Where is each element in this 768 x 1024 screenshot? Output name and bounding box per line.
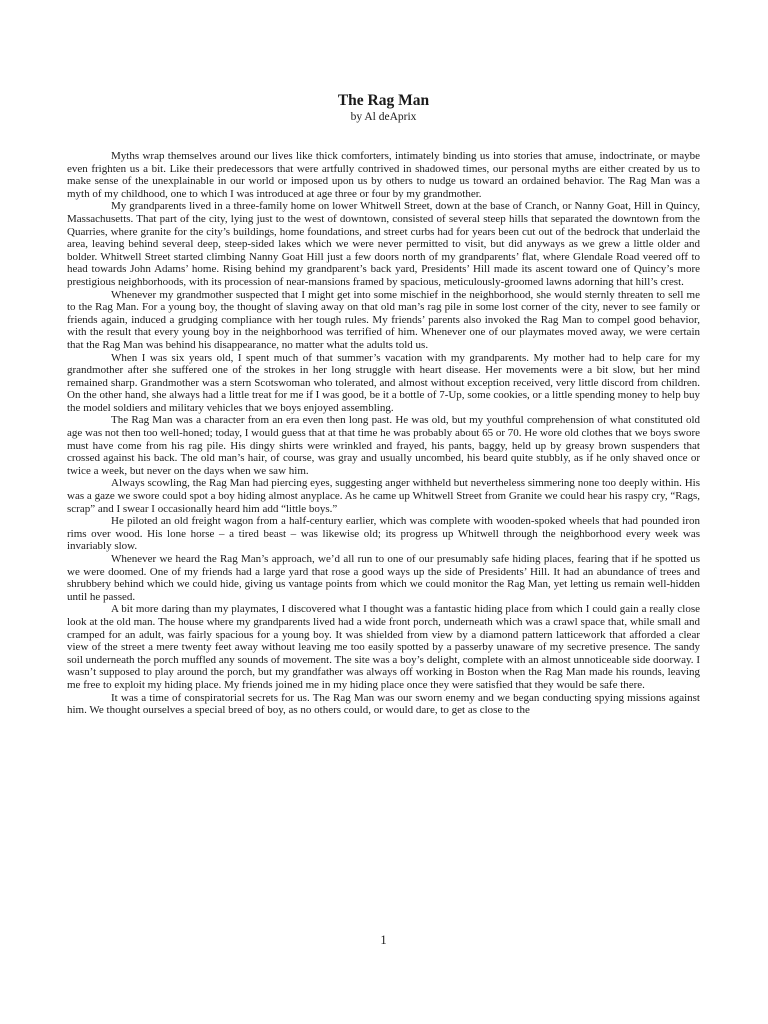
document-page [67,0,700,1024]
author-byline: by Al deAprix [350,111,417,123]
paragraph: My grandparents lived in a three-family home on lower Whitwell Street, down at the base of Cranch, or Nanny Goat, Hill in Quincy, Massachusetts. That part of the city, lying just to the west of downtown, consisted of several steep hills that separated the downtown from the Quarries, where granite for the city’s buildings, home foundations, and street curbs had for years been cut out of the bedrock that underlaid the area, leaving behind several deep, steep-sided lakes which we were never permitted to visit, but did anyways as we grew a little older and bolder. Whitwell Street started climbing Nanny Goat Hill just a few doors north of my grandparents’ flat, where Glendale Road veered off to head towards John Adams’ home. Rising behind my grandparent’s back yard, Presidents’ Hill made its ascent toward one of Quincy’s more prestigious neighborhoods, with its procession of near-mansions framed by spacious, meticulously-groomed lawns adorning that hill’s crest. [67,200,700,288]
paragraph: Myths wrap themselves around our lives like thick comforters, intimately binding us into stories that amuse, indoctrinate, or maybe even frighten us a bit. Like their predecessors that were artfully contrived in shadowed times, our personal myths are either created by us to make sense of the unexplainable in our world or imposed upon us by others to nudge us toward an ordained behavior. The Rag Man was a myth of my childhood, one to which I was introduced at age three or four by my grandmother. [67,150,700,200]
paragraph: A bit more daring than my playmates, I discovered what I thought was a fantastic hiding place from which I could gain a really close look at the old man. The house where my grandparents lived had a wide front porch, underneath which was a crawl space that, while small and cramped for an adult, was fairly spacious for a young boy. It was shielded from view by a diamond pattern latticework that afforded a clear view of the street a mere twenty feet away without leaving me too easily spotted by a passerby unaware of my secretive presence. The sandy soil underneath the porch muffled any sounds of movement. The site was a boy’s delight, complete with an almost unnoticeable side doorway. I wasn’t supposed to play around the porch, but my grandfather was always off working in Boston when the Rag Man made his rounds, leaving me free to exploit my hiding place. My friends joined me in my hiding place once they were satisfied that they would be safe there. [67,603,700,691]
paragraph: He piloted an old freight wagon from a half-century earlier, which was complete with wooden-spoked wheels that had pounded iron rims over wood. His lone horse – a tired beast – was likewise old; its progress up Whitwell through the neighborhood every week was invariably slow. [67,515,700,553]
paragraph: The Rag Man was a character from an era even then long past. He was old, but my youthful comprehension of what constituted old age was not then too well-honed; today, I would guess that at that time he was probably about 65 or 70. He wore old clothes that we boys swore must have come from his rag pile. His dingy shirts were wrinkled and frayed, his pants, baggy, held up by greasy brown suspenders that crossed against his back. The old man’s hair, of course, was gray and usually uncombed, his beard quite stubbly, as if he only shaved once or twice a week, but never on the days when we saw him. [67,414,700,477]
paragraph: Whenever my grandmother suspected that I might get into some mischief in the neighborhood, she would sternly threaten to sell me to the Rag Man. For a young boy, the thought of slaving away on that old man’s rag pile in some lost corner of the city, never to see family or friends again, induced a grudging compliance with her tough rules. My friends’ parents also invoked the Rag Man to compel good behavior, with the result that every young boy in the neighborhood was terrified of him. Whenever one of our playmates moved away, we were certain that the Rag Man was behind his disappearance, no matter what the adults told us. [67,288,700,351]
paragraph: Always scowling, the Rag Man had piercing eyes, suggesting anger withheld but nevertheless simmering none too deeply within. His was a gaze we swore could spot a boy hiding almost anyplace. As he came up Whitwell Street from Granite we could hear his raspy cry, “Rags, scrap” and I swear I occasionally heard him add “little boys.” [67,477,700,515]
paragraph: Whenever we heard the Rag Man’s approach, we’d all run to one of our presumably safe hiding places, fearing that if he spotted us we were doomed. One of my friends had a large yard that rose a good ways up the side of Presidents’ Hill. It had an abundance of trees and shrubbery behind which we could hide, giving us vantage points from which we could monitor the Rag Man, yet letting us remain well-hidden until he passed. [67,553,700,603]
paragraph: It was a time of conspiratorial secrets for us. The Rag Man was our sworn enemy and we began conducting spying missions against him. We thought ourselves a special breed of boy, as no others could, or would dare, to get as close to the [67,691,700,717]
paragraph: When I was six years old, I spent much of that summer’s vacation with my grandparents. My mother had to help care for my grandmother after she suffered one of the strokes in her long struggle with heart disease. Her movements were a bit slow, but her mind remained sharp. Grandmother was a stern Scotswoman who tolerated, and almost without exception received, very little discord from children. On the other hand, she always had a little treat for me if I was good, be it a bottle of 7-Up, some cookies, or a little spending money to help buy the model soldiers and military vehicles that we boys enjoyed assembling. [67,351,700,414]
document-title: The Rag Man [337,92,430,109]
page-number: 1 [380,933,387,947]
document-body [67,150,700,717]
